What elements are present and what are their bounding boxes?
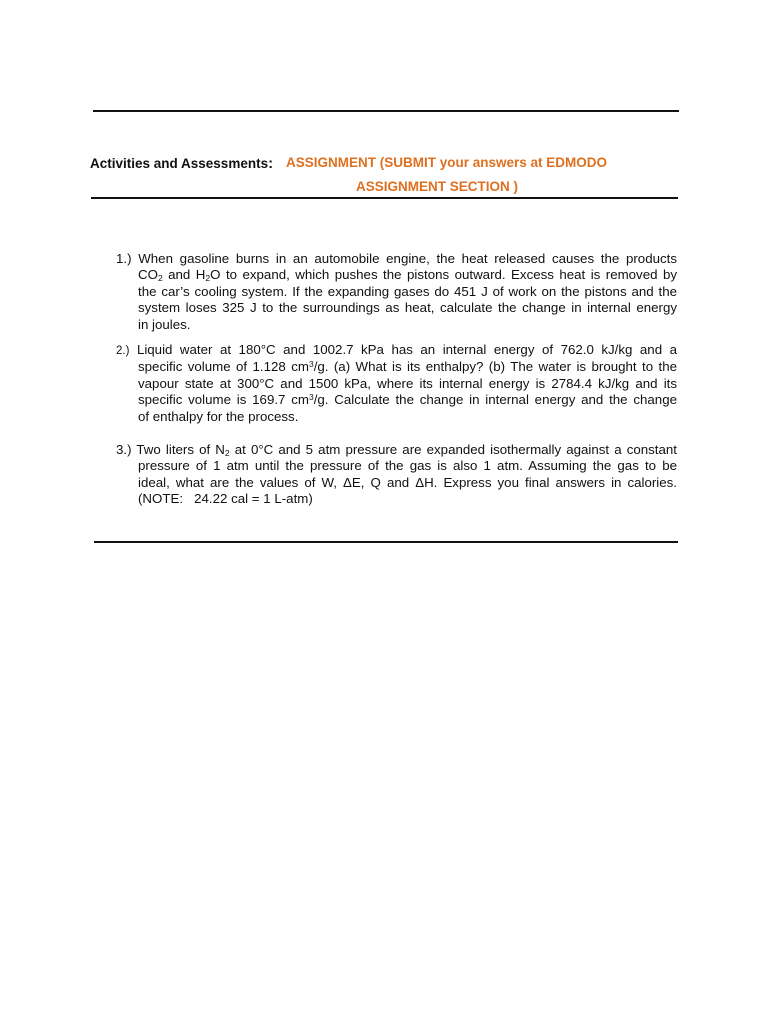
question-text: ideal, what are the values of W, ΔE, Q and ΔH. Express you final answers in calories. [138, 474, 677, 490]
question-text: When gasoline burns in an automobile engine, the heat released causes the products [138, 251, 677, 266]
assignment-title-line-1: ASSIGNMENT (SUBMIT your answers at EDMODO [286, 155, 608, 170]
question-line [116, 251, 677, 267]
question-number: 1.) [116, 251, 132, 266]
question-line [116, 409, 677, 425]
activities-heading-colon: : [268, 155, 274, 172]
question-3 [116, 442, 677, 508]
question-line [116, 392, 677, 408]
bottom-divider [94, 541, 678, 543]
question-line [116, 300, 677, 316]
question-line [116, 342, 677, 359]
question-text: in joules. [138, 316, 191, 332]
question-text: (NOTE: 24.22 cal = 1 L-atm) [138, 491, 313, 507]
question-2 [116, 342, 677, 425]
question-line [116, 359, 677, 375]
question-text: $CO_2$ and $H_2O$ to expand, which pushes the pistons outward. Excess heat is removed by [138, 267, 678, 284]
question-text: Liquid water at 180°C and 1002.7 kPa has an internal energy of 762.0 kJ/kg and a [136, 342, 677, 357]
question-text: the car’s cooling system. If the expanding gases do 451 J of work on the pistons and the [138, 283, 677, 299]
question-number: 2.) [116, 345, 130, 357]
question-line [116, 376, 677, 392]
question-line [116, 267, 677, 283]
question-line [116, 284, 677, 300]
question-1 [116, 251, 677, 333]
question-text: specific volume is 169.7 $cm^3/g$. Calculate the change in internal energy and the change [138, 392, 677, 408]
question-line [116, 491, 677, 507]
question-text: specific volume of 1.128 $cm^3/g$. (a) What is its enthalpy? (b) The water is brought to the [138, 359, 677, 375]
question-text: of enthalpy for the process. [138, 408, 299, 424]
question-text: system loses 325 J to the surroundings as heat, calculate the change in internal energy [138, 300, 677, 316]
assignment-title-line-2: ASSIGNMENT SECTION ) [356, 179, 519, 194]
question-line [116, 442, 677, 458]
header-divider [91, 197, 678, 199]
activities-heading [90, 155, 273, 172]
question-text: Two liters of $N_2$ at 0°C and 5 atm pressure are expanded isothermally against a constant [136, 442, 677, 458]
question-line [116, 458, 677, 474]
activities-heading-text: Activities and Assessments [90, 156, 269, 171]
question-number: 3.) [116, 442, 132, 457]
question-line [116, 317, 677, 333]
top-divider [93, 110, 679, 112]
question-line [116, 475, 677, 491]
question-text: pressure of 1 atm until the pressure of the gas is also 1 atm. Assuming the gas to be [138, 458, 677, 474]
question-text: vapour state at 300°C and 1500 kPa, where its internal energy is 2784.4 kJ/kg and its [138, 375, 677, 391]
